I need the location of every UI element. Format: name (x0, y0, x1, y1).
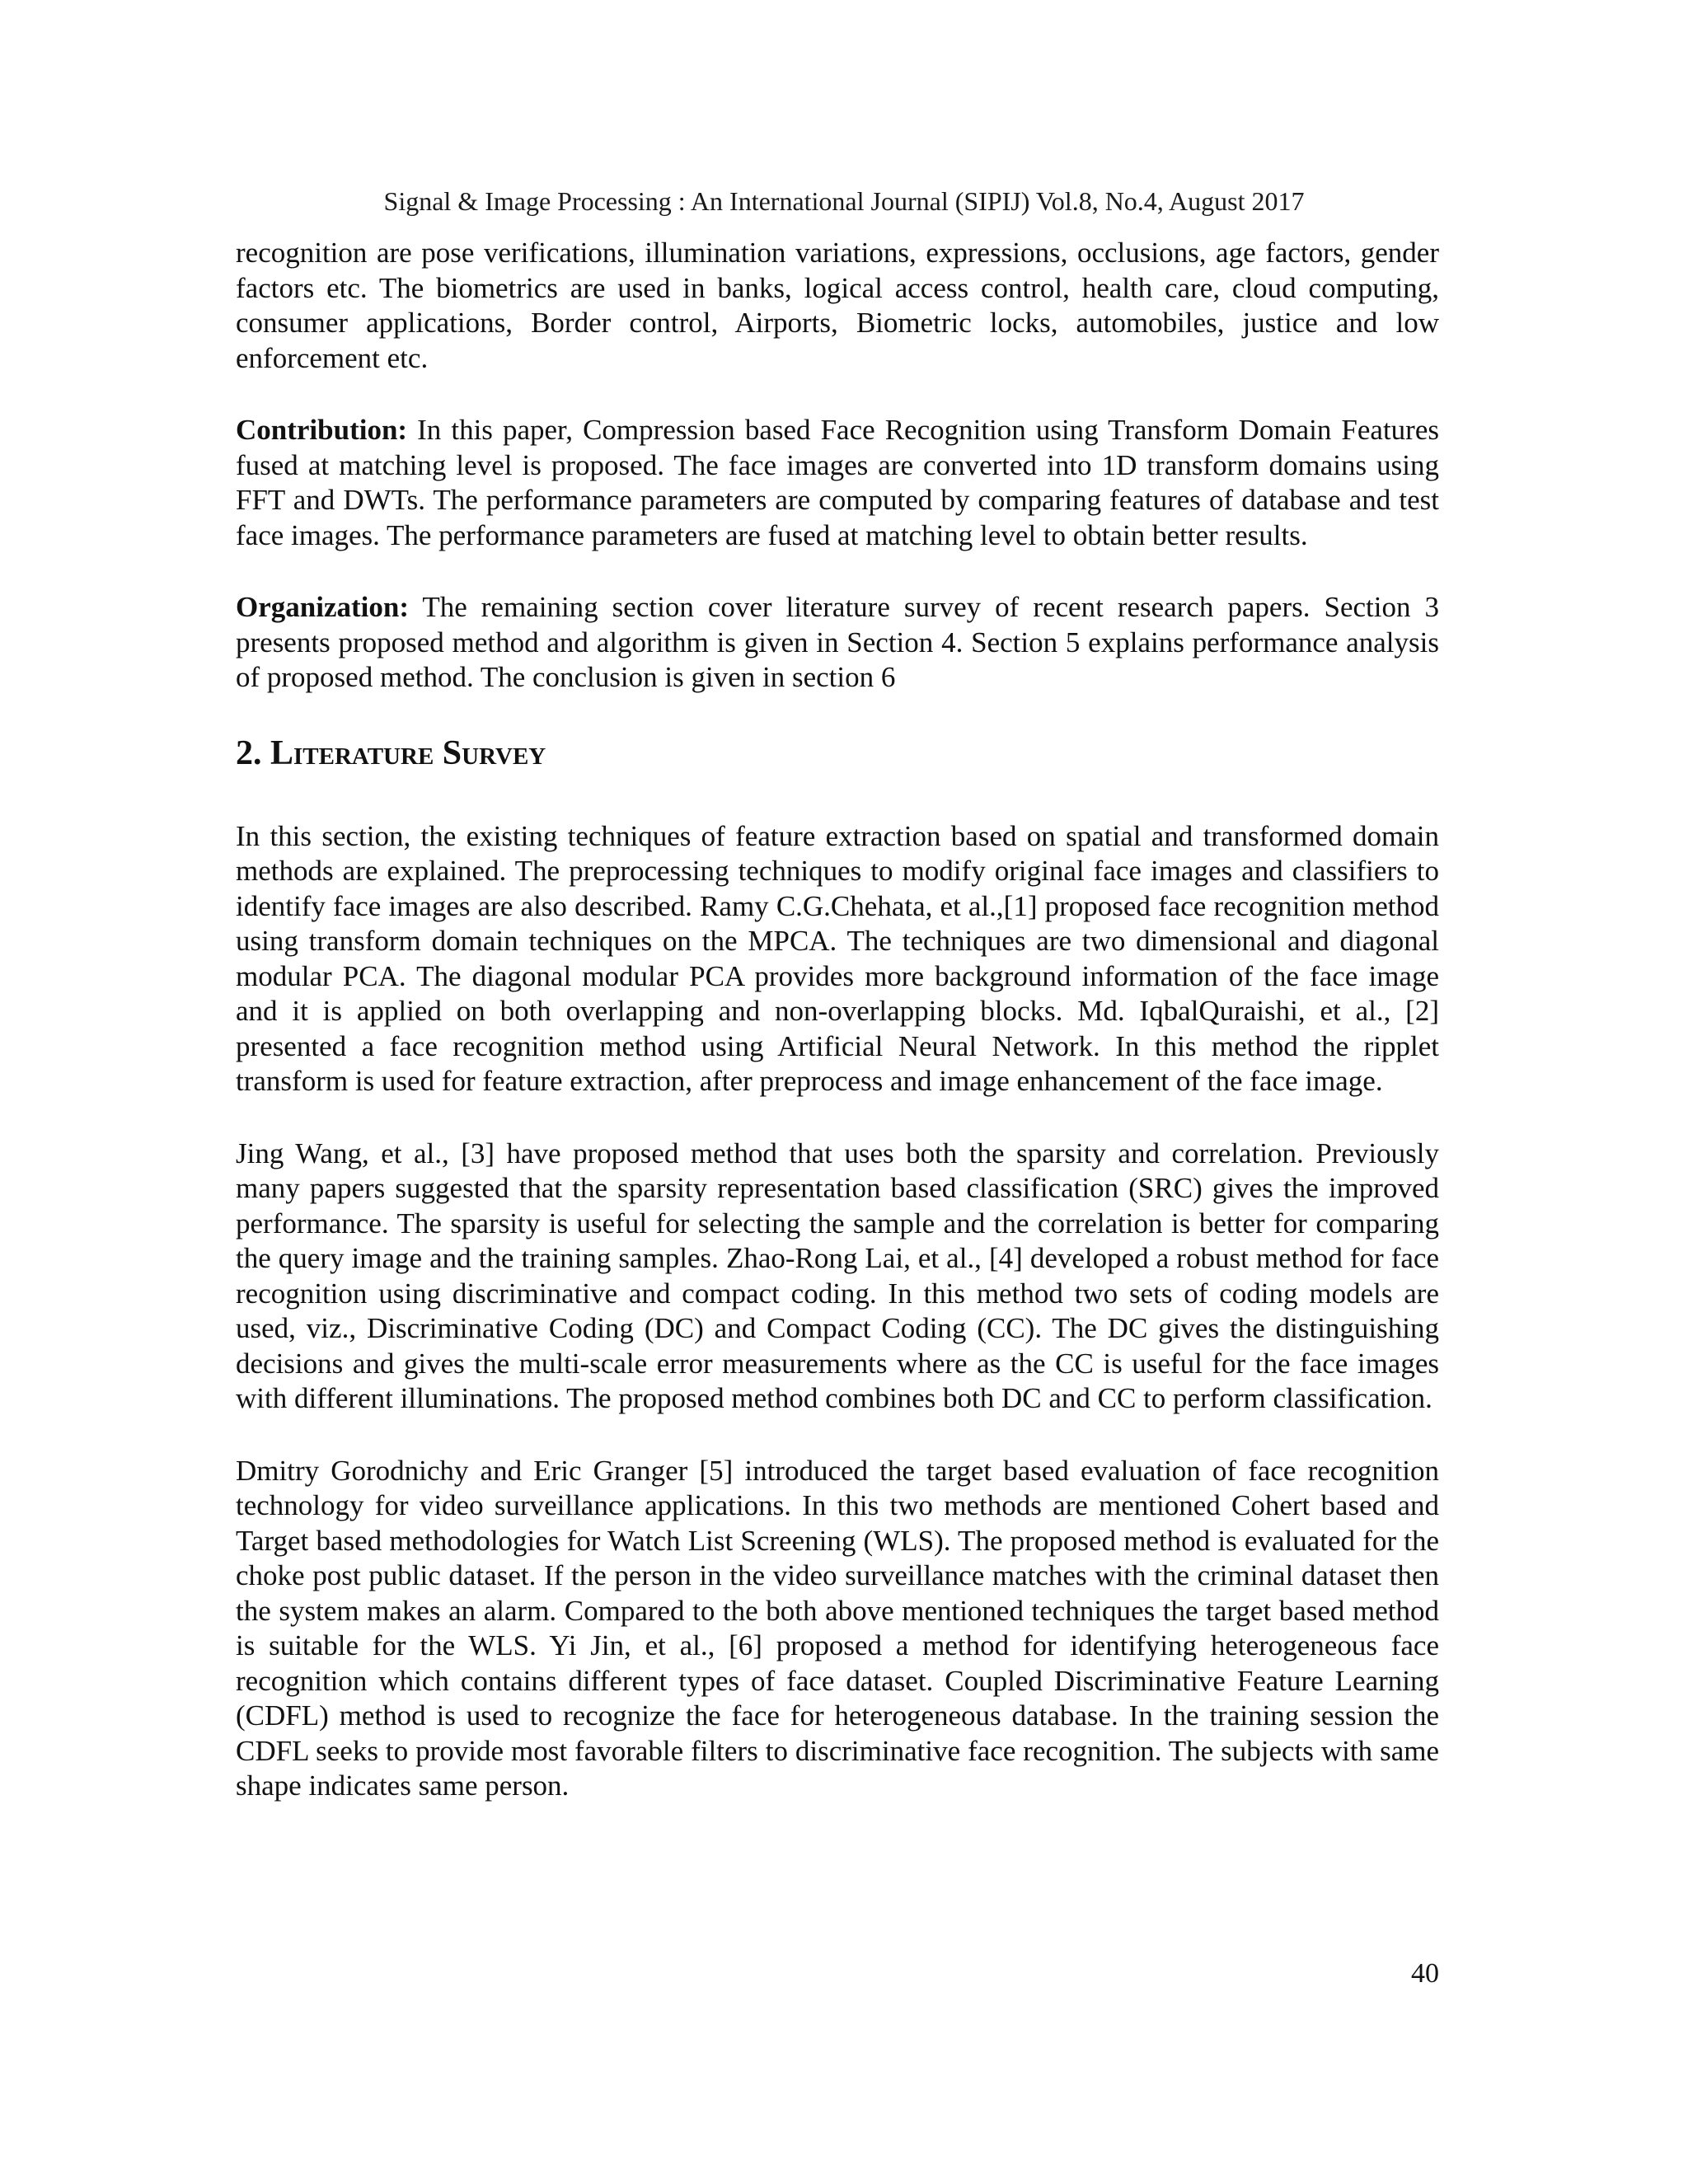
page-number: 40 (1411, 1958, 1439, 1989)
contribution-label: Contribution: (236, 414, 408, 446)
body-text (236, 236, 1439, 1804)
intro-continuation-paragraph: recognition are pose verifications, illumination variations, expressions, occlusions, age factors, gender factors etc. The biometrics are used in banks, logical access control, health care, cloud computing, consumer applications, Border control, Airports, Biometric locks, automobiles, justice and low enforcement etc. (236, 237, 1439, 374)
literature-paragraph-3: Dmitry Gorodnichy and Eric Granger [5] introduced the target based evaluation of face recognition technology for video surveillance applications. In this two methods are mentioned Cohert based and Target based methodologies for Watch List Screening (WLS). The proposed method is evaluated for the choke post public dataset. If the person in the video surveillance matches with the criminal dataset then the system makes an alarm. Compared to the both above mentioned techniques the target based method is suitable for the WLS. Yi Jin, et al., [6] proposed a method for identifying heterogeneous face recognition which contains different types of face dataset. Coupled Discriminative Feature Learning (CDFL) method is used to recognize the face for heterogeneous database. In the training session the CDFL seeks to provide most favorable filters to discriminative face recognition. The subjects with same shape indicates same person. (236, 1454, 1439, 1802)
journal-running-header: Signal & Image Processing : An International Journal (SIPIJ) Vol.8, No.4, August 2017 (383, 186, 1305, 216)
literature-paragraph-1: In this section, the existing techniques of feature extraction based on spatial and transformed domain methods are explained. The preprocessing techniques to modify original face images and classifiers to identify face images are also described. Ramy C.G.Chehata, et al.,[1] proposed face recognition method using transform domain techniques on the MPCA. The techniques are two dimensional and diagonal modular PCA. The diagonal modular PCA provides more background information of the face image and it is applied on both overlapping and non-overlapping blocks. Md. IqbalQuraishi, et al., [2] presented a face recognition method using Artificial Neural Network. In this method the ripplet transform is used for feature extraction, after preprocess and image enhancement of the face image. (236, 819, 1439, 1097)
literature-paragraph-2: Jing Wang, et al., [3] have proposed method that uses both the sparsity and correlation. Previously many papers suggested that the sparsity representation based classification (SRC) gives the improved performance. The sparsity is useful for selecting the sample and the correlation is better for comparing the query image and the training samples. Zhao-Rong Lai, et al., [4] developed a robust method for face recognition using discriminative and compact coding. In this method two sets of coding models are used, viz., Discriminative Coding (DC) and Compact Coding (CC). The DC gives the distinguishing decisions and gives the multi-scale error measurements where as the CC is useful for the face images with different illuminations. The proposed method combines both DC and CC to perform classification. (236, 1137, 1439, 1414)
organization-text: The remaining section cover literature survey of recent research papers. Section 3 presents proposed method and algorithm is given in Section 4. Section 5 explains performance analysis of proposed method. The conclusion is given in section 6 (236, 591, 1439, 693)
contribution-text: In this paper, Compression based Face Recognition using Transform Domain Features fused at matching level is proposed. The face images are converted into 1D transform domains using FFT and DWTs. The performance parameters are computed by comparing features of database and test face images. The performance parameters are fused at matching level to obtain better results. (236, 414, 1439, 551)
section-2-number: 2. (236, 733, 262, 772)
organization-label: Organization: (236, 591, 409, 623)
section-2-heading (236, 732, 1439, 775)
contribution-paragraph (236, 413, 1439, 553)
organization-paragraph (236, 590, 1439, 696)
section-2-title: Literature Survey (270, 733, 546, 772)
